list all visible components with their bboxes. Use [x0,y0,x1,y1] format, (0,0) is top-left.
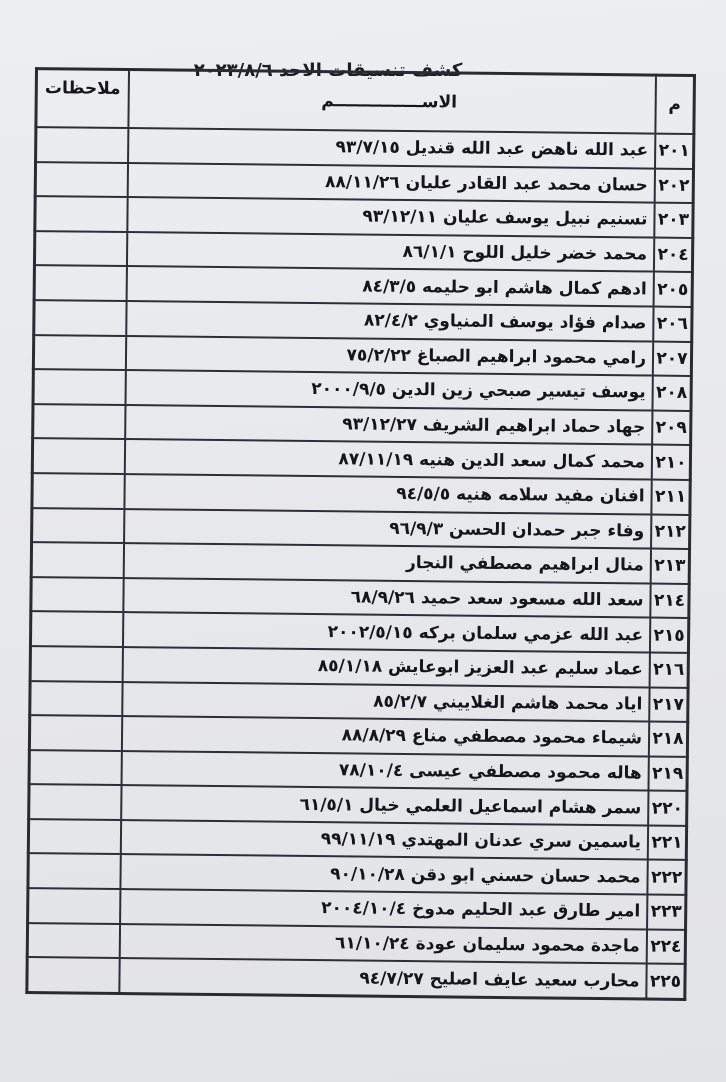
row-name: محمد حسان حسني ابو دقن ٩٠/١٠/٢٨ [120,854,647,894]
row-notes [33,369,126,405]
row-name: عماد سليم عبد العزيز ابوعايش ٨٥/١/١٨ [123,647,650,687]
header-name: الاســـــــــــــــم [128,70,656,134]
row-notes [28,854,121,890]
row-name: وفاء جبر حمدان الحسن ٩٦/٩/٣ [124,509,651,549]
row-number: ٢٠٥ [654,272,693,307]
row-notes [28,819,121,855]
header-number: م [655,75,694,134]
row-notes [32,438,125,474]
row-notes [32,473,125,509]
row-notes [33,335,126,371]
row-number: ٢٢٠ [648,791,687,826]
header-notes: ملاحظات [36,69,129,128]
document-title: كشف تنسيقات الاحد ٢٠٢٣/٨/٦ [193,60,463,81]
row-name: سعد الله مسعود سعد حميد ٦٨/٩/٢٦ [123,578,650,618]
row-number: ٢٠٦ [653,307,692,342]
row-name: محمد خضر خليل اللوح ٨٦/١/١ [127,232,654,272]
row-name: ياسمين سري عدنان المهتدي ٩٩/١١/١٩ [121,820,648,860]
row-name: شيماء محمود مصطفي مناع ٨٨/٨/٢٩ [122,716,649,756]
row-number: ٢٠٩ [652,410,691,445]
row-name: عبد الله عزمي سلمان بركه ٢٠٠٢/٥/١٥ [123,612,650,652]
row-number: ٢٠٨ [653,376,692,411]
table-row [27,957,685,999]
row-notes [27,957,120,993]
row-name: ماجدة محمود سليمان عودة ٦١/١٠/٢٤ [120,924,647,964]
row-number: ٢٢٥ [646,964,685,999]
row-name: تسنيم نبيل يوسف عليان ٩٣/١٢/١١ [127,197,654,237]
row-name: منال ابراهيم مصطفي النجار [124,543,651,583]
row-number: ٢٢٢ [647,860,686,895]
table-header-row [36,69,695,134]
row-name: سمر هشام اسماعيل العلمي خيال ٦١/٥/١ [121,785,648,825]
row-notes [35,196,128,232]
row-notes [29,784,122,820]
row-name: ادهم كمال هاشم ابو حليمه ٨٤/٣/٥ [127,266,654,306]
row-name: رامي محمود ابراهيم الصباغ ٧٥/٢/٢٢ [126,336,653,376]
row-notes [34,300,127,336]
row-number: ٢٢١ [648,825,687,860]
row-number: ٢١٦ [650,652,689,687]
roster-table [25,67,696,1001]
roster-body [27,127,694,999]
row-name: يوسف تيسير صبحي زين الدين ٢٠٠٠/٩/٥ [125,370,652,410]
row-name: افنان مفيد سلامه هنيه ٩٤/٥/٥ [124,474,651,514]
row-notes [30,611,123,647]
row-number: ٢٠٢ [655,168,694,203]
row-number: ٢١٨ [649,722,688,757]
row-notes [29,715,122,751]
row-number: ٢١٠ [652,445,691,480]
row-number: ٢٢٤ [647,929,686,964]
row-name: اياد محمد هاشم الغلاييني ٨٥/٢/٧ [122,682,649,722]
row-name: حسان محمد عبد القادر عليان ٨٨/١١/٢٦ [128,163,655,203]
row-notes [31,577,124,613]
row-number: ٢١٧ [649,687,688,722]
row-name: عبد الله ناهض عبد الله قنديل ٩٣/٧/١٥ [128,128,655,168]
row-name: محارب سعيد عايف اصليح ٩٤/٧/٢٧ [119,958,646,999]
row-number: ٢٠٧ [653,341,692,376]
row-number: ٢٠٤ [654,237,693,272]
row-notes [34,265,127,301]
row-notes [32,508,125,544]
row-notes [35,162,128,198]
row-notes [30,646,123,682]
row-notes [31,542,124,578]
row-notes [30,681,123,717]
row-number: ٢٠٣ [654,203,693,238]
row-notes [28,888,121,924]
row-number: ٢١٥ [650,618,689,653]
row-notes [33,404,126,440]
row-number: ٢٢٣ [647,895,686,930]
row-notes [36,127,129,163]
row-name: امير طارق عبد الحليم مدوخ ٢٠٠٤/١٠/٤ [120,889,647,929]
row-number: ٢١٤ [650,583,689,618]
row-notes [27,923,120,959]
row-notes [29,750,122,786]
row-name: محمد كمال سعد الدين هنيه ٨٧/١١/١٩ [125,439,652,479]
row-name: جهاد حماد ابراهيم الشريف ٩٣/١٢/٢٧ [125,405,652,445]
row-name: صدام فؤاد يوسف المنياوي ٨٢/٤/٢ [126,301,653,341]
row-number: ٢١٣ [651,549,690,584]
row-name: هاله محمود مصطفي عيسى ٧٨/١٠/٤ [121,751,648,791]
row-notes [34,231,127,267]
row-number: ٢١٩ [649,756,688,791]
row-number: ٢١١ [651,479,690,514]
row-number: ٢١٢ [651,514,690,549]
row-number: ٢٠١ [655,134,694,169]
